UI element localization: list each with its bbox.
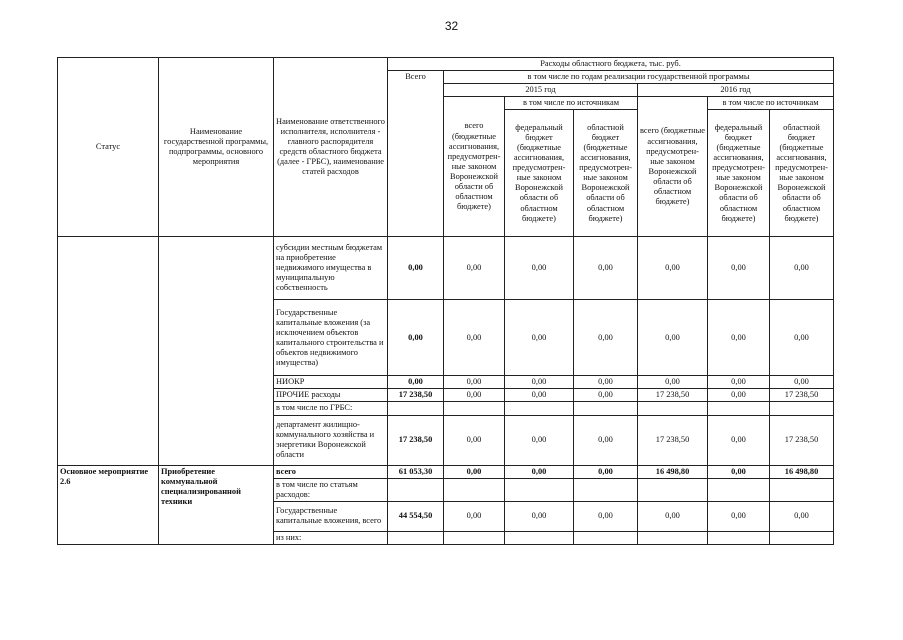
header-by-years: в том числе по годам реализации государственной программы: [444, 71, 834, 84]
row-value: 0,00: [770, 376, 834, 389]
row-value: 0,00: [638, 237, 708, 300]
row-value: 16 498,80: [638, 465, 708, 478]
row-total: [388, 531, 444, 544]
row-value: 0,00: [574, 237, 638, 300]
row-label: в том числе по статьям расходов:: [274, 478, 388, 501]
row-label: Государственные капитальные вложения (за исключением объектов капитального строительства и объектов недвижимого имущества): [274, 300, 388, 376]
row-total: 61 053,30: [388, 465, 444, 478]
row-value: 0,00: [708, 415, 770, 465]
row-value: 0,00: [444, 389, 505, 402]
program-cell: [159, 237, 274, 465]
row-label: ПРОЧИЕ расходы: [274, 389, 388, 402]
header-total: Всего: [388, 71, 444, 237]
row-value: 0,00: [444, 300, 505, 376]
row-value: 0,00: [505, 300, 574, 376]
row-value: 0,00: [708, 237, 770, 300]
row-value: 0,00: [770, 300, 834, 376]
row-value: 0,00: [708, 300, 770, 376]
header-y1-federal: федеральный бюджет (бюджетные ассигнования, предусмотрен-ные законом Воронежской области об областном бюджете): [505, 110, 574, 237]
row-value: [638, 531, 708, 544]
header-program-name: Наименование государственной программы, подпрограммы, основного мероприятия: [159, 58, 274, 237]
row-label: всего: [274, 465, 388, 478]
row-value: 0,00: [574, 465, 638, 478]
row-value: 0,00: [708, 465, 770, 478]
row-value: 0,00: [708, 501, 770, 531]
row-value: 0,00: [574, 501, 638, 531]
row-value: 0,00: [770, 237, 834, 300]
header-executor: Наименование ответственного исполнителя, исполнителя - главного распорядителя средств областного бюджета (далее - ГРБС), наименование статей расходов: [274, 58, 388, 237]
row-value: [444, 531, 505, 544]
row-value: [708, 478, 770, 501]
row-value: [444, 478, 505, 501]
row-total: 0,00: [388, 300, 444, 376]
row-value: 0,00: [638, 300, 708, 376]
row-value: 16 498,80: [770, 465, 834, 478]
row-value: [638, 402, 708, 415]
row-value: [708, 531, 770, 544]
row-value: [770, 478, 834, 501]
row-total: [388, 402, 444, 415]
row-value: 0,00: [505, 376, 574, 389]
row-label: департамент жилищно-коммунального хозяйства и энергетики Воронежской области: [274, 415, 388, 465]
header-y1-sources: в том числе по источникам: [505, 97, 638, 110]
header-year-2015: 2015 год: [444, 84, 638, 97]
header-y2-federal: федеральный бюджет (бюджетные ассигнования, предусмотрен-ные законом Воронежской области об областном бюджете): [708, 110, 770, 237]
row-value: 0,00: [574, 300, 638, 376]
row-value: 0,00: [770, 501, 834, 531]
header-expenses: Расходы областного бюджета, тыс. руб.: [388, 58, 834, 71]
row-value: 0,00: [505, 237, 574, 300]
row-value: 17 238,50: [638, 389, 708, 402]
row-label: из них:: [274, 531, 388, 544]
row-value: 0,00: [638, 376, 708, 389]
row-value: 0,00: [708, 376, 770, 389]
page-number: 32: [444, 19, 459, 33]
status-cell: [58, 237, 159, 465]
row-value: 0,00: [505, 465, 574, 478]
row-value: [638, 478, 708, 501]
row-value: 0,00: [444, 415, 505, 465]
row-value: 17 238,50: [770, 415, 834, 465]
header-year-2016: 2016 год: [638, 84, 834, 97]
row-value: 0,00: [638, 501, 708, 531]
row-value: [574, 402, 638, 415]
row-total: [388, 478, 444, 501]
row-label: в том числе по ГРБС:: [274, 402, 388, 415]
row-value: [505, 478, 574, 501]
row-value: 0,00: [444, 376, 505, 389]
header-y1-total: всего (бюджетные ассигнования, предусмотрен-ные законом Воронежской области об областном бюджете): [444, 97, 505, 237]
header-y1-regional: областной бюджет (бюджетные ассигнования, предусмотрен-ные законом Воронежской области об областном бюджете): [574, 110, 638, 237]
row-total: 0,00: [388, 376, 444, 389]
table-row: [58, 237, 834, 300]
row-label: Государственные капитальные вложения, всего: [274, 501, 388, 531]
row-label: субсидии местным бюджетам на приобретение недвижимого имущества в муниципальную собственность: [274, 237, 388, 300]
row-value: 17 238,50: [638, 415, 708, 465]
row-value: [770, 531, 834, 544]
measure-status: Основное мероприятие 2.6: [58, 465, 159, 544]
header-y2-sources: в том числе по источникам: [708, 97, 834, 110]
measure-name: Приобретение коммунальной специализированной техники: [159, 465, 274, 544]
budget-table: [57, 57, 834, 545]
row-value: 17 238,50: [770, 389, 834, 402]
row-total: 0,00: [388, 237, 444, 300]
row-value: 0,00: [505, 389, 574, 402]
row-value: [444, 402, 505, 415]
row-value: [574, 478, 638, 501]
row-value: [770, 402, 834, 415]
row-value: 0,00: [708, 389, 770, 402]
row-value: [505, 531, 574, 544]
row-value: 0,00: [505, 501, 574, 531]
row-total: 44 554,50: [388, 501, 444, 531]
row-value: [574, 531, 638, 544]
row-value: [708, 402, 770, 415]
row-value: [505, 402, 574, 415]
row-total: 17 238,50: [388, 415, 444, 465]
row-value: 0,00: [444, 465, 505, 478]
header-status: Статус: [58, 58, 159, 237]
header-y2-total: всего (бюджетные ассигнования, предусмотрен-ные законом Воронежской области об областном бюджете): [638, 97, 708, 237]
table-row: [58, 465, 834, 478]
row-value: 0,00: [444, 501, 505, 531]
row-label: НИОКР: [274, 376, 388, 389]
row-value: 0,00: [574, 415, 638, 465]
row-value: 0,00: [505, 415, 574, 465]
row-value: 0,00: [574, 376, 638, 389]
row-value: 0,00: [444, 237, 505, 300]
row-total: 17 238,50: [388, 389, 444, 402]
row-value: 0,00: [574, 389, 638, 402]
header-y2-regional: областной бюджет (бюджетные ассигнования, предусмотрен-ные законом Воронежской области об областном бюджете): [770, 110, 834, 237]
